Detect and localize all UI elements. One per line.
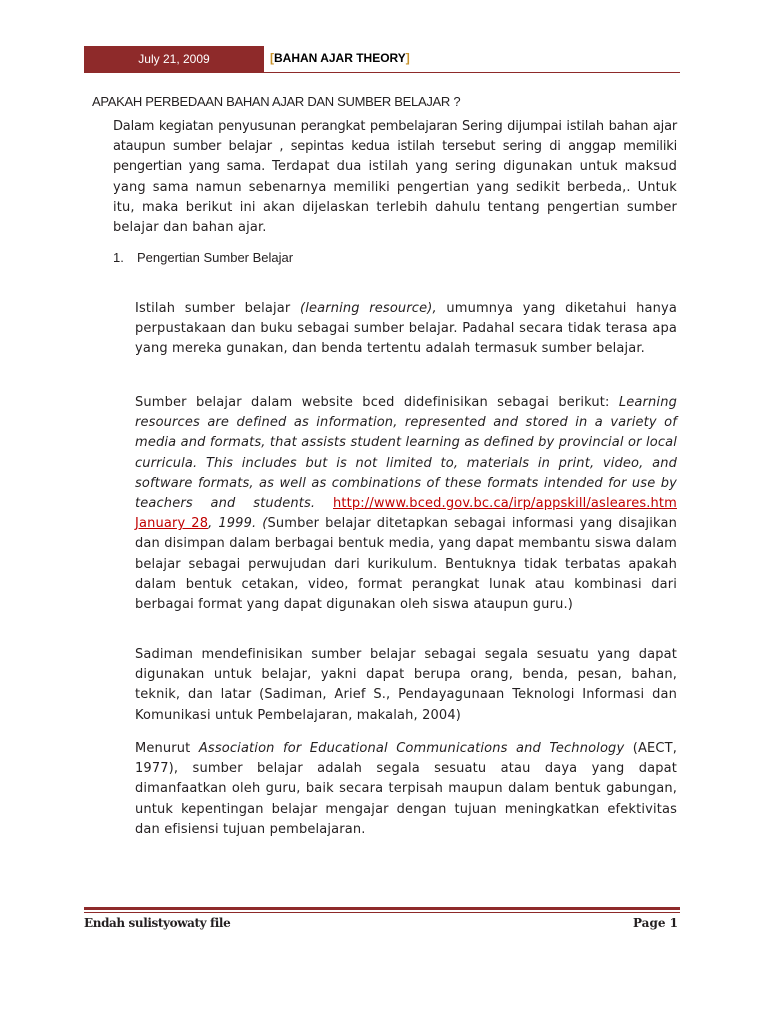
footer-rule-thick	[84, 907, 680, 910]
list-item-sumber-belajar	[113, 250, 293, 265]
p1-italic: (learning resource),	[299, 301, 437, 316]
page-title: APAKAH PERBEDAAN BAHAN AJAR DAN SUMBER BELAJAR ?	[92, 94, 461, 109]
p4-text-a: Menurut	[135, 741, 199, 756]
footer-author: Endah sulistyowaty file	[84, 916, 231, 930]
p2-italic-year: , 1999. (	[208, 516, 268, 532]
p2-space	[315, 496, 333, 511]
intro-part-2: Terdapat dua istilah yang sering digunakan untuk maksud yang sama namun sebenarnya memiliki pengertian yang sedikit berbeda,. Untuk itu, maka berikut ini akan dijelaskan terlebih dahulu tentang pengertian sumber belajar dan bahan ajar.	[113, 159, 677, 236]
p2-text-a: Sumber belajar dalam website bced didefinisikan sebagai berikut:	[135, 395, 619, 410]
p2-text-b: Sumber belajar ditetapkan sebagai informasi yang disajikan dan disimpan dalam berbagai bentuk media, yang dapat membantu siswa dalam belajar sebagai perwujudan dari kurikulum. Bentuknya tidak terbatas apakah dalam bentuk cetakan, video, format perangkat lunak atau kombinasi dari berbagai format yang dapat digunakan oleh siswa ataupun guru.)	[135, 516, 677, 613]
bced-link[interactable]: http://www.bced.gov.bc.ca/irp/appskill/asleares.htm January 28	[135, 496, 677, 532]
header-title-text: BAHAN AJAR THEORY	[274, 51, 406, 65]
list-number: 1.	[113, 250, 124, 265]
p4-italic: Association for Educational Communications and Technology	[198, 741, 625, 756]
header-bracket-open: [	[270, 51, 274, 65]
intro-part-1: Dalam kegiatan penyusunan perangkat pembelajaran Sering dijumpai istilah bahan ajar ataupun sumber belajar , sepintas kedua istilah tersebut sering di anggap memiliki pengertian yang sama.	[113, 119, 677, 175]
header-title	[270, 51, 410, 65]
header-rule	[264, 72, 680, 73]
intro-paragraph	[113, 117, 677, 238]
p4-text-b: (AECT, 1977), sumber belajar adalah segala sesuatu atau daya yang dapat dimanfaatkan oleh guru, baik secara terpisah maupun dalam bentuk gabungan, untuk kepentingan belajar mengajar dengan tujuan meningkatkan efektivitas dan efisiensi tujuan pembelajaran.	[135, 741, 677, 837]
list-label: Pengertian Sumber Belajar	[137, 250, 294, 265]
p1-text-b: umumnya yang diketahui hanya perpustakaan dan buku sebagai sumber belajar. Padahal secara tidak terasa apa yang mereka gunakan, dan benda tertentu adalah termasuk sumber belajar.	[135, 301, 677, 357]
paragraph-learning-resource	[135, 299, 677, 360]
paragraph-aect	[135, 739, 677, 840]
header-bracket-close: ]	[405, 51, 410, 65]
p2-italic-quote: Learning resources are defined as information, represented and stored in a variety of media and formats, that assists student learning as defined by provincial or local curricula. This includes but is not limited to, materials in print, video, and software formats, as well as combinations of these formats intended for use by teachers and students.	[135, 395, 677, 512]
p1-text-a: Istilah sumber belajar	[135, 301, 300, 316]
header-date: July 21, 2009	[138, 52, 210, 66]
footer-page-number: Page 1	[632, 916, 678, 930]
paragraph-sadiman: Sadiman mendefinisikan sumber belajar sebagai segala sesuatu yang dapat digunakan untuk belajar, yakni dapat berupa orang, benda, pesan, bahan, teknik, dan latar (Sadiman, Arief S., Pendayagunaan Teknologi Informasi dan Komunikasi untuk Pembelajaran, makalah, 2004)	[135, 647, 677, 723]
footer-rule-thin	[84, 912, 680, 913]
paragraph-bced-definition	[135, 393, 677, 615]
